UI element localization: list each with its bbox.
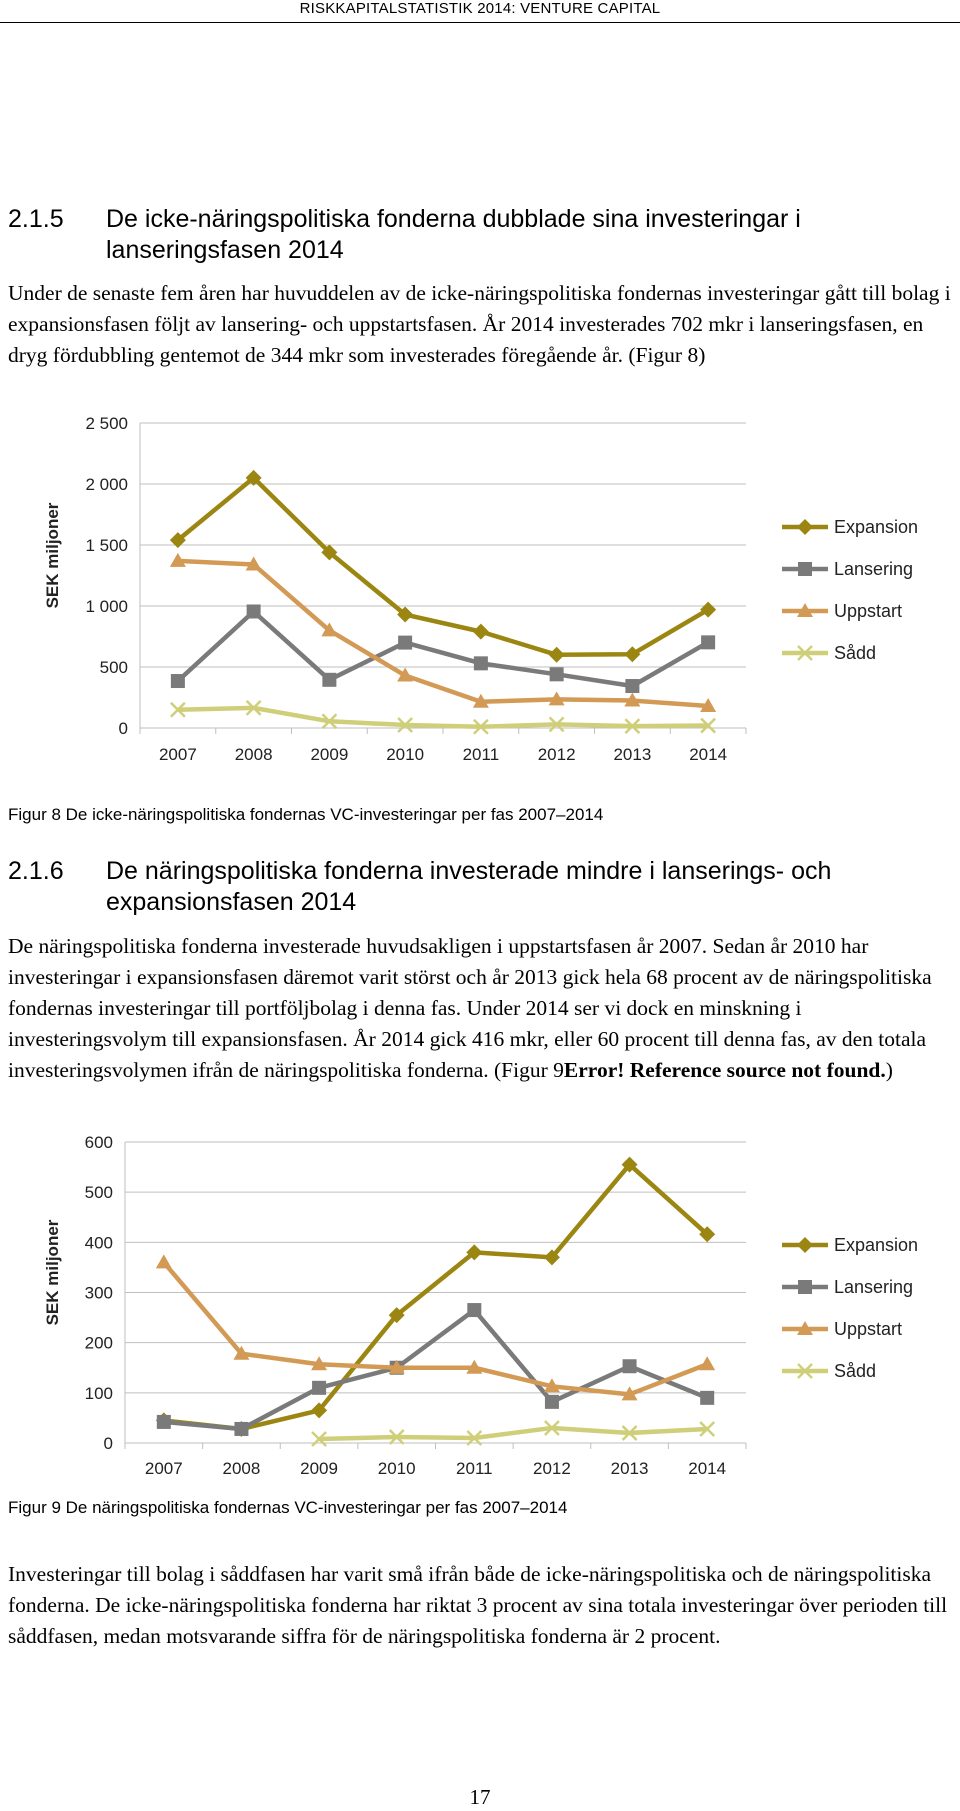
y-tick-label: 0 <box>103 1434 113 1453</box>
data-point-uppstart <box>156 1254 172 1268</box>
series-line-sådd <box>319 1428 707 1439</box>
x-tick-label: 2013 <box>610 1459 649 1478</box>
chart-figure-9 <box>0 1125 960 1490</box>
section-heading-2-1-5 <box>8 204 948 266</box>
data-point-lansering <box>550 667 564 681</box>
data-point-lansering <box>234 1422 248 1436</box>
x-tick-label: 2010 <box>377 1459 416 1478</box>
legend-marker-lansering <box>798 1280 812 1294</box>
figure-9-caption: Figur 9 De näringspolitiska fondernas VC-investeringar per fas 2007–2014 <box>8 1498 568 1517</box>
legend-marker-expansion <box>797 1237 813 1253</box>
data-point-uppstart <box>699 1356 715 1370</box>
y-tick-label: 600 <box>84 1133 113 1152</box>
data-point-lansering <box>467 1303 481 1317</box>
section-title: De näringspolitiska fonderna investerade mindre i lanserings- och expansionsfasen 2014 <box>106 857 832 916</box>
legend-label-sådd: Sådd <box>834 1361 877 1381</box>
data-point-lansering <box>322 673 336 687</box>
legend-marker-expansion <box>797 519 813 535</box>
data-point-lansering <box>474 656 488 670</box>
legend-label-uppstart: Uppstart <box>834 601 903 621</box>
y-tick-label: 100 <box>84 1383 113 1403</box>
data-point-lansering <box>157 1415 171 1429</box>
x-tick-label: 2012 <box>533 1459 571 1478</box>
data-point-lansering <box>398 636 412 650</box>
section-paragraph <box>8 931 952 1086</box>
y-tick-label: 2 000 <box>85 475 128 494</box>
data-point-lansering <box>545 1395 559 1409</box>
legend-label-expansion: Expansion <box>834 1235 919 1255</box>
x-tick-label: 2008 <box>234 745 273 764</box>
data-point-expansion <box>473 624 489 640</box>
chart-figure-8 <box>0 405 960 775</box>
legend-label-sådd: Sådd <box>834 643 877 663</box>
y-tick-label: 400 <box>84 1233 113 1253</box>
x-tick-label: 2014 <box>688 1459 727 1478</box>
x-tick-label: 2009 <box>300 1459 338 1478</box>
data-point-lansering <box>247 604 261 618</box>
section-number: 2.1.5 <box>8 205 64 233</box>
section-heading-2-1-6 <box>8 856 948 918</box>
legend-label-expansion: Expansion <box>834 517 919 537</box>
closing-paragraph: Investeringar till bolag i såddfasen har varit små ifrån både de icke-näringspolitiska och de näringspolitiska fonderna. De icke-näringspolitiska fonderna har riktat 3 procent av sina totala investeringar över perioden till såddfasen, medan motsvarande siffra för de näringspolitiska fonderna är 2 procent. <box>8 1562 948 1648</box>
legend-marker-lansering <box>798 562 812 576</box>
legend-label-uppstart: Uppstart <box>834 1319 903 1339</box>
paragraph-text-end: ) <box>885 1058 893 1082</box>
data-point-lansering <box>700 1391 714 1405</box>
page-number: 17 <box>469 1785 491 1809</box>
x-tick-label: 2008 <box>222 1459 261 1478</box>
x-tick-label: 2009 <box>310 745 349 764</box>
paragraph-text: De näringspolitiska fonderna investerade huvudsakligen i uppstartsfasen år 2007. Sedan år 2010 har investeringar i expansionsfasen däremot varit störst och år 2013 gick hela 68 procent av de näringspolitiska fondernas investeringar till portföljbolag i denna fas. Under 2014 ser vi dock en minskning i investeringsvolym till expansionsfasen. År 2014 gick 416 mkr, eller 60 procent till denna fas, av den totala investeringsvolymen ifrån de näringspolitiska fonderna. (Figur 9 <box>8 934 932 1082</box>
data-point-lansering <box>623 1359 637 1373</box>
x-tick-label: 2011 <box>456 1459 493 1478</box>
legend-label-lansering: Lansering <box>834 1277 914 1297</box>
x-tick-label: 2007 <box>144 1459 183 1478</box>
y-tick-label: 500 <box>99 658 128 677</box>
x-tick-label: 2014 <box>689 745 728 764</box>
y-tick-label: 500 <box>84 1183 113 1203</box>
section-paragraph: Under de senaste fem åren har huvuddelen av de icke-näringspolitiska fondernas investeringar gått till bolag i expansionsfasen följt av lansering- och uppstartsfasen. År 2014 investerades 702 mkr i lanseringsfasen, en dryg fördubbling gentemot de 344 mkr som investerades föregående år. (Figur 8) <box>8 281 951 367</box>
data-point-lansering <box>625 679 639 693</box>
header-rule <box>0 22 960 23</box>
data-point-lansering <box>701 635 715 649</box>
section-title: De icke-näringspolitiska fonderna dubblade sina investeringar i lanseringsfasen 2014 <box>106 205 801 264</box>
y-axis-label: SEK miljoner <box>43 502 62 609</box>
y-tick-label: 1 000 <box>85 597 128 616</box>
y-tick-label: 2 500 <box>85 414 128 433</box>
legend-label-lansering: Lansering <box>834 559 914 579</box>
y-axis-label: SEK miljoner <box>43 1219 62 1326</box>
data-point-lansering <box>312 1381 326 1395</box>
x-tick-label: 2007 <box>158 745 197 764</box>
x-tick-label: 2011 <box>462 745 500 764</box>
data-point-expansion <box>549 647 565 663</box>
y-tick-label: 1 500 <box>85 536 128 555</box>
y-tick-label: 0 <box>118 719 128 738</box>
series-line-expansion <box>164 1165 707 1429</box>
x-tick-label: 2013 <box>613 745 652 764</box>
figure-8-caption: Figur 8 De icke-näringspolitiska fondernas VC-investeringar per fas 2007–2014 <box>8 805 604 824</box>
section-number: 2.1.6 <box>8 857 64 885</box>
x-tick-label: 2012 <box>537 745 576 764</box>
running-header: RISKKAPITALSTATISTIK 2014: VENTURE CAPITAL <box>299 0 661 17</box>
x-tick-label: 2010 <box>386 745 425 764</box>
y-tick-label: 300 <box>84 1283 113 1303</box>
y-tick-label: 200 <box>84 1333 113 1353</box>
data-point-lansering <box>171 674 185 688</box>
reference-error-text: Error! Reference source not found. <box>563 1058 886 1082</box>
